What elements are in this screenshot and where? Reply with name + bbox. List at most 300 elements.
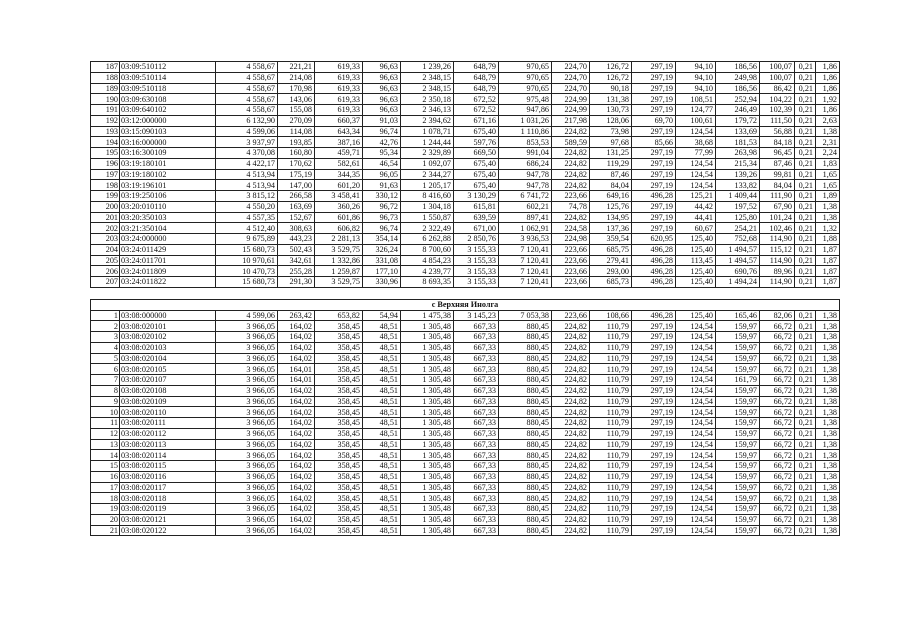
value-cell: 4 422,17	[216, 158, 278, 169]
value-cell: 619,33	[315, 105, 363, 116]
code-cell: 03:24:011701	[120, 255, 216, 266]
row-number-cell: 20	[91, 514, 120, 525]
value-cell: 643,34	[315, 126, 363, 137]
value-cell: 159,97	[716, 439, 760, 450]
value-cell: 1,38	[816, 212, 840, 223]
code-cell: 03:08:020108	[120, 385, 216, 396]
value-cell: 224,82	[552, 364, 590, 375]
value-cell: 224,82	[552, 439, 590, 450]
table-row	[91, 364, 840, 375]
value-cell: 10 970,61	[216, 255, 278, 266]
value-cell: 38,68	[676, 137, 716, 148]
value-cell: 164,02	[278, 504, 315, 515]
value-cell: 3 966,05	[216, 504, 278, 515]
value-cell: 667,33	[454, 385, 499, 396]
value-cell: 1,38	[816, 396, 840, 407]
value-cell: 1 305,48	[401, 504, 454, 515]
value-cell: 164,02	[278, 525, 315, 536]
value-cell: 224,82	[552, 514, 590, 525]
value-cell: 125,80	[716, 212, 760, 223]
value-cell: 128,06	[590, 115, 632, 126]
value-cell: 4 557,35	[216, 212, 278, 223]
value-cell: 667,33	[454, 482, 499, 493]
value-cell: 86,42	[760, 83, 795, 94]
value-cell: 42,76	[363, 137, 401, 148]
value-cell: 358,45	[315, 332, 363, 343]
value-cell: 1,87	[816, 255, 840, 266]
value-cell: 880,45	[499, 525, 552, 536]
value-cell: 48,51	[363, 332, 401, 343]
value-cell: 96,73	[363, 212, 401, 223]
value-cell: 880,45	[499, 428, 552, 439]
value-cell: 110,79	[590, 439, 632, 450]
value-cell: 217,98	[552, 115, 590, 126]
value-cell: 7 053,38	[499, 310, 552, 321]
value-cell: 224,82	[552, 418, 590, 429]
value-cell: 675,40	[454, 158, 499, 169]
value-cell: 249,98	[716, 72, 760, 83]
code-cell: 03:12:000000	[120, 115, 216, 126]
row-number-cell: 15	[91, 461, 120, 472]
value-cell: 1 494,57	[716, 244, 760, 255]
row-number-cell: 199	[91, 191, 120, 202]
value-cell: 358,45	[315, 385, 363, 396]
value-cell: 4 512,40	[216, 223, 278, 234]
value-cell: 0,21	[795, 148, 816, 159]
value-cell: 672,52	[454, 94, 499, 105]
value-cell: 291,30	[278, 277, 315, 288]
value-cell: 358,45	[315, 375, 363, 386]
value-cell: 48,51	[363, 514, 401, 525]
value-cell: 1,92	[816, 94, 840, 105]
table-row	[91, 332, 840, 343]
code-cell: 03:19:180102	[120, 169, 216, 180]
value-cell: 0,21	[795, 375, 816, 386]
value-cell: 358,45	[315, 407, 363, 418]
code-cell: 03:08:020117	[120, 482, 216, 493]
value-cell: 110,79	[590, 321, 632, 332]
value-cell: 186,56	[716, 62, 760, 73]
value-cell: 1,32	[816, 223, 840, 234]
value-cell: 1,38	[816, 364, 840, 375]
row-number-cell: 189	[91, 83, 120, 94]
value-cell: 297,19	[632, 223, 676, 234]
value-cell: 615,81	[454, 201, 499, 212]
value-cell: 2,24	[816, 148, 840, 159]
value-cell: 0,21	[795, 396, 816, 407]
value-cell: 2 394,62	[401, 115, 454, 126]
value-cell: 125,76	[590, 201, 632, 212]
value-cell: 1 078,71	[401, 126, 454, 137]
value-cell: 880,45	[499, 342, 552, 353]
value-cell: 496,28	[632, 266, 676, 277]
code-cell: 03:08:020105	[120, 364, 216, 375]
value-cell: 160,80	[278, 148, 315, 159]
value-cell: 2 281,13	[315, 234, 363, 245]
value-cell: 1,38	[816, 428, 840, 439]
value-cell: 0,21	[795, 62, 816, 73]
value-cell: 221,21	[278, 62, 315, 73]
value-cell: 110,79	[590, 375, 632, 386]
value-cell: 119,29	[590, 158, 632, 169]
value-cell: 69,70	[632, 115, 676, 126]
value-cell: 124,54	[676, 439, 716, 450]
value-cell: 297,19	[632, 180, 676, 191]
value-cell: 48,51	[363, 353, 401, 364]
table-row	[91, 504, 840, 515]
value-cell: 880,45	[499, 493, 552, 504]
value-cell: 297,19	[632, 504, 676, 515]
value-cell: 223,66	[552, 310, 590, 321]
value-cell: 124,54	[676, 493, 716, 504]
value-cell: 297,19	[632, 461, 676, 472]
row-number-cell: 194	[91, 137, 120, 148]
row-number-cell: 197	[91, 169, 120, 180]
value-cell: 358,45	[315, 514, 363, 525]
row-number-cell: 193	[91, 126, 120, 137]
table-row	[91, 342, 840, 353]
value-cell: 159,97	[716, 428, 760, 439]
value-cell: 880,45	[499, 364, 552, 375]
value-cell: 159,97	[716, 342, 760, 353]
value-cell: 224,82	[552, 353, 590, 364]
value-cell: 66,72	[760, 471, 795, 482]
table-row	[91, 212, 840, 223]
row-number-cell: 16	[91, 471, 120, 482]
value-cell: 159,97	[716, 514, 760, 525]
value-cell: 297,19	[632, 418, 676, 429]
value-cell: 110,79	[590, 471, 632, 482]
value-cell: 297,19	[632, 450, 676, 461]
value-cell: 1,87	[816, 266, 840, 277]
value-cell: 970,65	[499, 72, 552, 83]
table-row	[91, 191, 840, 202]
value-cell: 110,79	[590, 342, 632, 353]
value-cell: 133,69	[716, 126, 760, 137]
value-cell: 2 348,15	[401, 72, 454, 83]
value-cell: 991,04	[499, 148, 552, 159]
value-cell: 48,51	[363, 418, 401, 429]
value-cell: 297,19	[632, 105, 676, 116]
value-cell: 326,24	[363, 244, 401, 255]
value-cell: 667,33	[454, 525, 499, 536]
value-cell: 1,38	[816, 461, 840, 472]
row-number-cell: 13	[91, 439, 120, 450]
value-cell: 114,90	[760, 234, 795, 245]
value-cell: 2 322,49	[401, 223, 454, 234]
value-cell: 1,38	[816, 525, 840, 536]
value-cell: 1 494,57	[716, 255, 760, 266]
value-cell: 606,82	[315, 223, 363, 234]
value-cell: 4 558,67	[216, 72, 278, 83]
value-cell: 110,79	[590, 396, 632, 407]
table-row	[91, 493, 840, 504]
row-number-cell: 202	[91, 223, 120, 234]
value-cell: 279,41	[590, 255, 632, 266]
value-cell: 1 092,07	[401, 158, 454, 169]
value-cell: 164,02	[278, 396, 315, 407]
value-cell: 66,72	[760, 332, 795, 343]
value-cell: 3 966,05	[216, 450, 278, 461]
table-row	[91, 244, 840, 255]
value-cell: 124,54	[676, 169, 716, 180]
value-cell: 110,79	[590, 364, 632, 375]
value-cell: 1,38	[816, 514, 840, 525]
value-cell: 110,79	[590, 482, 632, 493]
value-cell: 1 409,44	[716, 191, 760, 202]
value-cell: 0,21	[795, 385, 816, 396]
value-cell: 224,99	[552, 94, 590, 105]
value-cell: 95,34	[363, 148, 401, 159]
value-cell: 4 854,23	[401, 255, 454, 266]
value-cell: 297,19	[632, 332, 676, 343]
value-cell: 224,82	[552, 212, 590, 223]
value-cell: 880,45	[499, 385, 552, 396]
value-cell: 124,54	[676, 364, 716, 375]
value-cell: 0,21	[795, 353, 816, 364]
value-cell: 0,21	[795, 342, 816, 353]
value-cell: 0,21	[795, 126, 816, 137]
value-cell: 1,86	[816, 62, 840, 73]
value-cell: 496,28	[632, 310, 676, 321]
value-cell: 4 239,77	[401, 266, 454, 277]
value-cell: 0,21	[795, 504, 816, 515]
value-cell: 159,97	[716, 321, 760, 332]
value-cell: 0,21	[795, 83, 816, 94]
value-cell: 159,97	[716, 396, 760, 407]
section-separator	[91, 287, 840, 310]
value-cell: 359,54	[590, 234, 632, 245]
value-cell: 66,72	[760, 525, 795, 536]
row-number-cell: 2	[91, 321, 120, 332]
value-cell: 73,98	[590, 126, 632, 137]
row-number-cell: 204	[91, 244, 120, 255]
value-cell: 124,54	[676, 428, 716, 439]
value-cell: 330,96	[363, 277, 401, 288]
value-cell: 496,28	[632, 277, 676, 288]
code-cell: 03:21:350104	[120, 223, 216, 234]
code-cell: 03:24:011429	[120, 244, 216, 255]
value-cell: 1,38	[816, 201, 840, 212]
value-cell: 159,97	[716, 504, 760, 515]
value-cell: 124,54	[676, 471, 716, 482]
value-cell: 297,19	[632, 525, 676, 536]
value-cell: 124,54	[676, 450, 716, 461]
row-number-cell: 195	[91, 148, 120, 159]
row-number-cell: 191	[91, 105, 120, 116]
value-cell: 619,33	[315, 83, 363, 94]
value-cell: 164,02	[278, 353, 315, 364]
value-cell: 358,45	[315, 450, 363, 461]
value-cell: 1,38	[816, 482, 840, 493]
value-cell: 0,21	[795, 169, 816, 180]
value-cell: 48,51	[363, 439, 401, 450]
value-cell: 297,19	[632, 407, 676, 418]
value-cell: 133,82	[716, 180, 760, 191]
value-cell: 667,33	[454, 364, 499, 375]
value-cell: 48,51	[363, 321, 401, 332]
value-cell: 66,72	[760, 482, 795, 493]
value-cell: 1 305,48	[401, 439, 454, 450]
value-cell: 1 205,17	[401, 180, 454, 191]
value-cell: 308,63	[278, 223, 315, 234]
value-cell: 297,19	[632, 471, 676, 482]
value-cell: 94,10	[676, 72, 716, 83]
value-cell: 4 558,67	[216, 94, 278, 105]
code-cell: 03:09:630108	[120, 94, 216, 105]
row-number-cell: 12	[91, 428, 120, 439]
value-cell: 110,79	[590, 525, 632, 536]
value-cell: 0,21	[795, 201, 816, 212]
value-cell: 3 966,05	[216, 385, 278, 396]
value-cell: 672,52	[454, 105, 499, 116]
value-cell: 3 966,05	[216, 342, 278, 353]
value-cell: 970,65	[499, 62, 552, 73]
value-cell: 619,33	[315, 94, 363, 105]
value-cell: 67,90	[760, 201, 795, 212]
value-cell: 667,33	[454, 471, 499, 482]
value-cell: 1 332,86	[315, 255, 363, 266]
value-cell: 96,63	[363, 94, 401, 105]
value-cell: 358,45	[315, 364, 363, 375]
value-cell: 164,02	[278, 385, 315, 396]
value-cell: 601,20	[315, 180, 363, 191]
value-cell: 152,67	[278, 212, 315, 223]
value-cell: 96,63	[363, 105, 401, 116]
table-row	[91, 439, 840, 450]
row-number-cell: 1	[91, 310, 120, 321]
code-cell: 03:09:510114	[120, 72, 216, 83]
table-row	[91, 266, 840, 277]
value-cell: 197,52	[716, 201, 760, 212]
value-cell: 164,02	[278, 439, 315, 450]
value-cell: 66,72	[760, 504, 795, 515]
value-cell: 880,45	[499, 439, 552, 450]
value-cell: 297,19	[632, 482, 676, 493]
value-cell: 880,45	[499, 471, 552, 482]
value-cell: 113,45	[676, 255, 716, 266]
value-cell: 48,51	[363, 504, 401, 515]
value-cell: 667,33	[454, 439, 499, 450]
value-cell: 1 305,48	[401, 418, 454, 429]
row-number-cell: 205	[91, 255, 120, 266]
value-cell: 880,45	[499, 321, 552, 332]
code-cell: 03:19:250106	[120, 191, 216, 202]
value-cell: 297,19	[632, 353, 676, 364]
value-cell: 1 550,87	[401, 212, 454, 223]
value-cell: 224,82	[552, 332, 590, 343]
value-cell: 1 305,48	[401, 332, 454, 343]
value-cell: 66,72	[760, 364, 795, 375]
value-cell: 15 680,73	[216, 244, 278, 255]
value-cell: 104,22	[760, 94, 795, 105]
value-cell: 163,69	[278, 201, 315, 212]
row-number-cell: 198	[91, 180, 120, 191]
value-cell: 44,41	[676, 212, 716, 223]
value-cell: 159,97	[716, 493, 760, 504]
value-cell: 667,33	[454, 450, 499, 461]
value-cell: 675,40	[454, 126, 499, 137]
value-cell: 110,79	[590, 450, 632, 461]
code-cell: 03:24:011822	[120, 277, 216, 288]
row-number-cell: 5	[91, 353, 120, 364]
code-cell: 03:16:000000	[120, 137, 216, 148]
value-cell: 620,95	[632, 234, 676, 245]
value-cell: 82,06	[760, 310, 795, 321]
value-cell: 0,21	[795, 332, 816, 343]
value-cell: 2 850,76	[454, 234, 499, 245]
value-cell: 3 155,33	[454, 244, 499, 255]
value-cell: 159,97	[716, 482, 760, 493]
value-cell: 125,40	[676, 244, 716, 255]
value-cell: 66,72	[760, 407, 795, 418]
value-cell: 66,72	[760, 321, 795, 332]
value-cell: 3 145,23	[454, 310, 499, 321]
value-cell: 7 120,41	[499, 244, 552, 255]
value-cell: 3 937,97	[216, 137, 278, 148]
value-cell: 48,51	[363, 342, 401, 353]
value-cell: 159,97	[716, 364, 760, 375]
value-cell: 3 966,05	[216, 514, 278, 525]
value-cell: 164,02	[278, 332, 315, 343]
table-row	[91, 310, 840, 321]
value-cell: 110,79	[590, 332, 632, 343]
value-cell: 597,76	[454, 137, 499, 148]
value-cell: 297,19	[632, 158, 676, 169]
code-cell: 03:08:020115	[120, 461, 216, 472]
value-cell: 48,51	[363, 482, 401, 493]
value-cell: 66,72	[760, 396, 795, 407]
value-cell: 1 110,86	[499, 126, 552, 137]
table-row	[91, 471, 840, 482]
value-cell: 97,68	[590, 137, 632, 148]
value-cell: 667,33	[454, 321, 499, 332]
value-cell: 1,83	[816, 158, 840, 169]
row-number-cell: 196	[91, 158, 120, 169]
value-cell: 126,72	[590, 62, 632, 73]
value-cell: 66,72	[760, 342, 795, 353]
value-cell: 0,21	[795, 137, 816, 148]
value-cell: 0,21	[795, 234, 816, 245]
value-cell: 297,19	[632, 385, 676, 396]
row-number-cell: 4	[91, 342, 120, 353]
value-cell: 124,54	[676, 525, 716, 536]
value-cell: 164,02	[278, 407, 315, 418]
value-cell: 143,06	[278, 94, 315, 105]
value-cell: 667,33	[454, 461, 499, 472]
value-cell: 297,19	[632, 375, 676, 386]
value-cell: 8 416,60	[401, 191, 454, 202]
value-cell: 48,51	[363, 461, 401, 472]
value-cell: 358,45	[315, 321, 363, 332]
value-cell: 224,82	[552, 180, 590, 191]
table-row	[91, 277, 840, 288]
value-cell: 3 966,05	[216, 461, 278, 472]
value-cell: 124,54	[676, 407, 716, 418]
value-cell: 48,51	[363, 396, 401, 407]
table-row	[91, 385, 840, 396]
value-cell: 880,45	[499, 375, 552, 386]
code-cell: 03:20:010110	[120, 201, 216, 212]
value-cell: 159,97	[716, 332, 760, 343]
value-cell: 126,72	[590, 72, 632, 83]
table-row	[91, 137, 840, 148]
value-cell: 1 031,26	[499, 115, 552, 126]
value-cell: 3 966,05	[216, 482, 278, 493]
code-cell: 03:08:020113	[120, 439, 216, 450]
value-cell: 66,72	[760, 450, 795, 461]
value-cell: 66,72	[760, 514, 795, 525]
